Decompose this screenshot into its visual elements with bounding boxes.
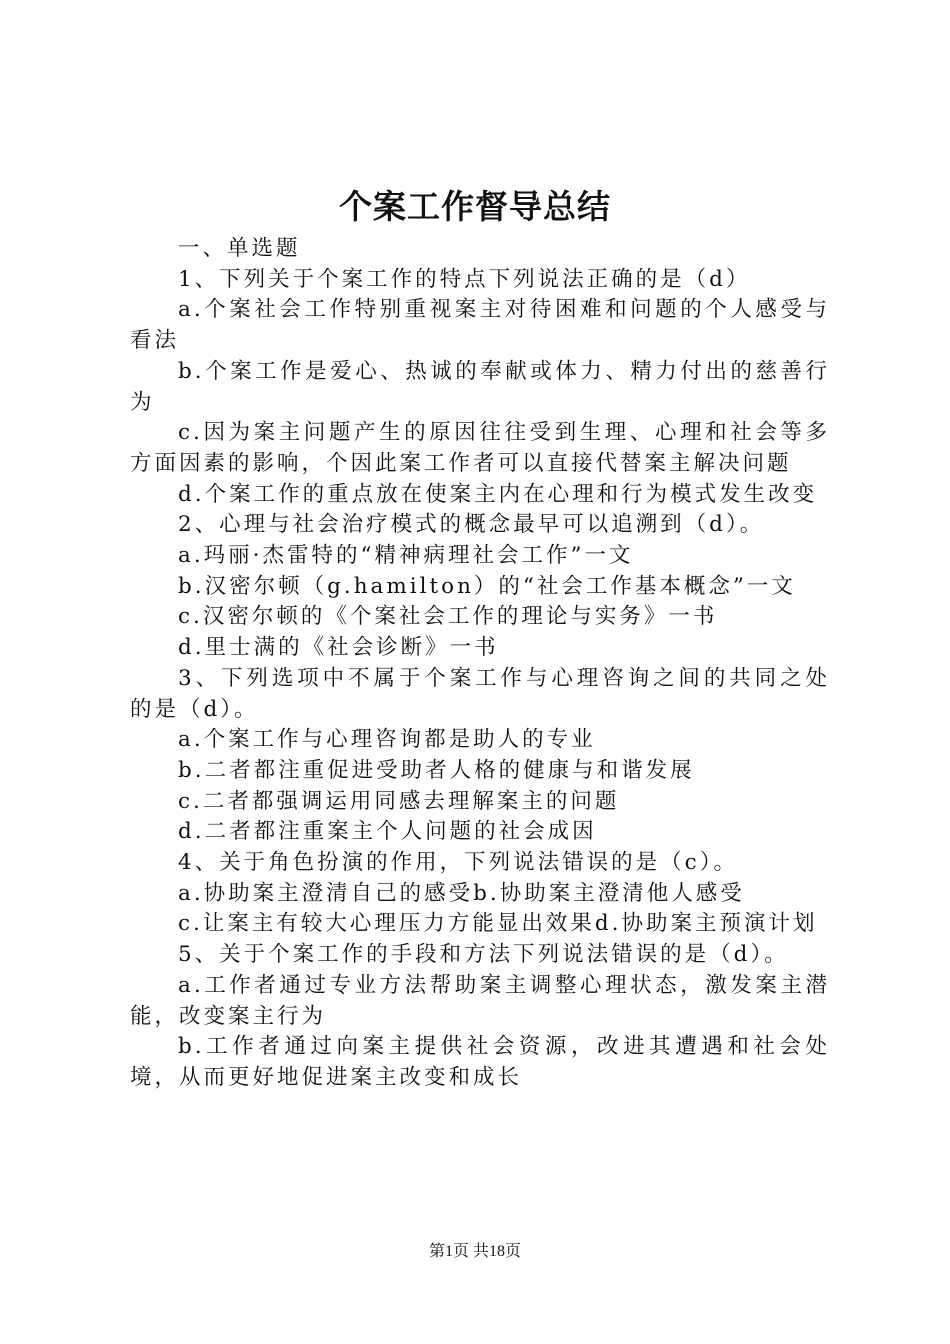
question-2-option-a: a.玛丽·杰雷特的“精神病理社会工作”一文 [178, 543, 634, 569]
question-2-option-c: c.汉密尔顿的《个案社会工作的理论与实务》一书 [178, 604, 718, 630]
question-4-options-cd: c.让案主有较大心理压力方能显出效果d.协助案主预演计划 [178, 911, 818, 937]
question-1-option-a: a.个案社会工作特别重视案主对待困难和问题的个人感受与看法 [130, 297, 830, 354]
question-5-option-b: b.工作者通过向案主提供社会资源，改进其遭遇和社会处境，从而更好地促进案主改变和成长 [130, 1034, 830, 1090]
document-title: 个案工作督导总结 [339, 187, 611, 226]
question-2-option-b: b.汉密尔顿（g.hamilton）的“社会工作基本概念”一文 [178, 573, 796, 599]
question-3: 3、下列选项中不属于个案工作与心理咨询之间的共同之处的是（d）。 [130, 665, 830, 722]
question-1-option-d: d.个案工作的重点放在使案主内在心理和行为模式发生改变 [178, 481, 818, 507]
question-2-option-d: d.里士满的《社会诊断》一书 [178, 635, 499, 661]
question-1: 1、下列关于个案工作的特点下列说法正确的是（d） [178, 266, 751, 292]
question-3-option-a: a.个案工作与心理咨询都是助人的专业 [178, 727, 596, 753]
question-4-options-ab: a.协助案主澄清自己的感受b.协助案主澄清他人感受 [178, 880, 745, 906]
question-1-option-c: c.因为案主问题产生的原因往往受到生理、心理和社会等多方面因素的影响，个因此案工作者可以直接代替案主解决问题 [130, 420, 830, 476]
question-3-option-b: b.二者都注重促进受助者人格的健康与和谐发展 [178, 757, 695, 783]
question-3-option-d: d.二者都注重案主个人问题的社会成因 [178, 819, 597, 845]
question-4: 4、关于角色扮演的作用，下列说法错误的是（c）。 [178, 850, 738, 876]
page-footer: 第1页 共18页 [428, 1243, 521, 1260]
question-1-option-b: b.个案工作是爱心、热诚的奉献或体力、精力付出的慈善行为 [130, 358, 830, 415]
question-5: 5、关于个案工作的手段和方法下列说法错误的是（d）。 [178, 942, 789, 968]
question-3-option-c: c.二者都强调运用同感去理解案主的问题 [178, 788, 620, 814]
document-body [130, 234, 830, 1094]
question-2: 2、心理与社会治疗模式的概念最早可以追溯到（d）。 [178, 512, 765, 538]
question-5-option-a: a.工作者通过专业方法帮助案主调整心理状态，激发案主潜能，改变案主行为 [130, 972, 830, 1029]
section-heading: 一、单选题 [178, 236, 301, 261]
